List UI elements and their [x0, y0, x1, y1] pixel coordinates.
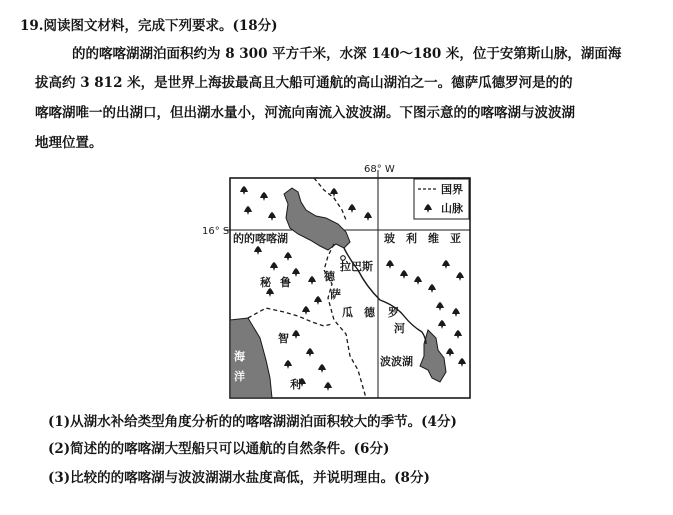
- sub-question-3: (3)比较的的喀喀湖与波波湖湖水盐度高低，并说明理由。(8分): [48, 470, 430, 486]
- material-line-4: 地理位置。: [35, 135, 103, 151]
- label-river-2: 萨: [330, 288, 341, 301]
- map-legend: [414, 179, 469, 219]
- material-line-1: 的的喀喀湖湖泊面积约为 8 300 平方千米，水深 140～180 米，位于安第斯山脉，湖面海: [72, 46, 622, 62]
- ocean-label-1: 海: [234, 350, 245, 363]
- location-map: [200, 160, 474, 402]
- sub-question-1: (1)从湖水补给类型角度分析的的喀喀湖湖泊面积较大的季节。(4分): [48, 414, 457, 430]
- label-river-1: 德: [324, 270, 335, 283]
- label-river-6: 河: [394, 322, 405, 335]
- legend-mountain: 山脉: [441, 202, 463, 215]
- ocean-label-2: 洋: [234, 370, 245, 383]
- label-chile-2: 利: [290, 378, 301, 391]
- label-poopo: 波波湖: [380, 355, 413, 368]
- label-la-paz: 拉巴斯: [340, 260, 373, 273]
- latitude-label: 16° S: [202, 226, 230, 237]
- material-line-2: 拔高约 3 812 米，是世界上海拔最高且大船可通航的高山湖泊之一。德萨瓜德罗河是的的: [35, 75, 573, 91]
- sub-question-2: (2)简述的的喀喀湖大型船只可以通航的自然条件。(6分): [48, 441, 390, 457]
- label-river-3: 瓜: [342, 306, 353, 319]
- label-titicaca: 的的喀喀湖: [233, 232, 288, 245]
- label-river-5: 罗: [388, 306, 399, 319]
- label-bolivia: 玻 利 维 亚: [384, 232, 461, 245]
- longitude-label: 68° W: [364, 164, 395, 175]
- question-header: 19.阅读图文材料，完成下列要求。(18分): [20, 18, 278, 34]
- label-river-4: 德: [364, 306, 375, 319]
- label-peru-2: 鲁: [280, 276, 291, 289]
- legend-border: 国界: [441, 183, 463, 196]
- material-line-3: 喀喀湖唯一的出湖口，但出湖水量小，河流向南流入波波湖。下图示意的的喀喀湖与波波湖: [35, 105, 575, 121]
- label-peru-1: 秘: [260, 276, 271, 289]
- label-chile-1: 智: [278, 332, 289, 345]
